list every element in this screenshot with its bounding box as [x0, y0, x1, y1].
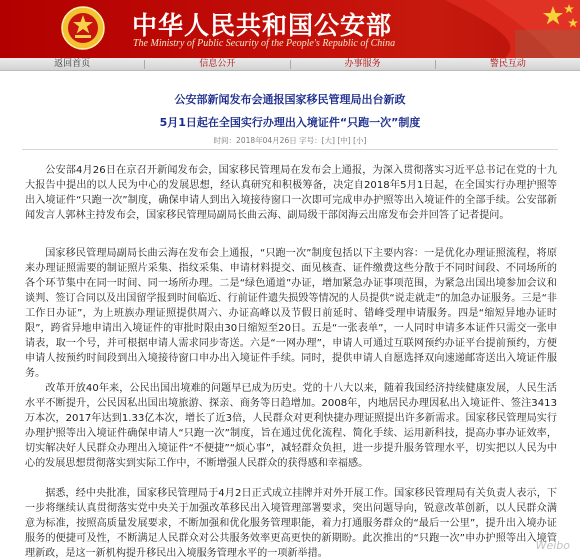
- national-emblem-icon: [60, 5, 106, 51]
- article-paragraph: 国家移民管理局副局长曲云海在发布会上通报，“只跑一次”制度包括以下主要内容：一是优化办理证照流程，将原来办理证照需要的制证照片采集、指纹采集、申请材料提交、面见核查、证件缴费这些分散于不同时间段、不同场所的各个环节集中在同一时间、同一场所办理。二是“绿色通道”办证，增加紧急办证事项范围，为紧急出国出境参加会议和谈判、签订合同以及出国留学报到时间临近、行前证件遗失损毁等情况的人员提供“说走就走”的加急办证服务。三是“非工作日办证”，为上班族办理证照提供周六、办证高峰以及节假日前延时、错峰受理申请服务。四是“缩短异地办证时限”，跨省异地申请出入境证件的审批时限由30日缩短至20日。五是“一张表单”，一人同时申请多本证件只需交一张申请表，取一个号，并可根据申请人需求同步寄送。六是“一网办理”，申请人可通过互联网预约办证平台提前预约，方便申请人按预约时间段到出入境接待窗口申办出入境证件手续。同时，提供申请人自愿选择双向速递邮寄送出入境证件服务。: [25, 248, 557, 379]
- site-subtitle: The Ministry of Public Security of the People's Republic of China: [133, 38, 396, 49]
- nav-info-disclosure[interactable]: 信息公开: [199, 58, 236, 69]
- article-paragraph: 据悉，经中央批准，国家移民管理局于4月2日正式成立挂牌并对外开展工作。国家移民管理局有关负责人表示，下一步将继续认真贯彻落实党中央关于加强改革移民出入境管理部署要求，突出问题导向，锐意改革创新，以人民群众满意为标准，按照高质量发展要求，不断加强和优化服务管理职能，着力打通服务群众的“最后一公里”，提升出入境办证服务的便捷可及性，不断满足人民群众对公共服务效率更高更快的新期盼。此次推出的“只跑一次”申办护照等出入境管理新政，是这一新机构提升移民出入境服务管理水平的一项新举措。: [25, 488, 557, 558]
- header-banner: [0, 0, 580, 58]
- main-nav: [0, 58, 580, 71]
- flag-decoration-icon: [445, 0, 580, 58]
- nav-services[interactable]: 办事服务: [344, 58, 381, 69]
- article-paragraph: 改革开放40年来，公民出国出境难的问题早已成为历史。党的十八大以来，随着我国经济持续健康发展，人民生活水平不断提升，公民因私出国出境旅游、探亲、商务等日趋增加。2008年，内地居民办理因私出入境证件、签注3413万本次，2017年达到1.33亿本次，增长了近3倍，人民群众对更利快捷办理证照提出许多新需求。国家移民管理局实行办理护照等出入境证件确保申请人“只跑一次”制度，旨在通过优化流程、简化手续、运用新科技，提高办事办证效率，切实解决好人民群众办理出入境证件“不便捷”“烦心事”，减轻群众负担，进一步提升服务管理水平，切实把以人民为中心的发展思想贯彻落实到实际工作中，不断增强人民群众的获得感和幸福感。: [25, 383, 557, 469]
- watermark: Weibo: [535, 539, 570, 552]
- nav-interaction[interactable]: 警民互动: [489, 58, 526, 69]
- nav-home[interactable]: 返回首页: [54, 58, 91, 69]
- article-meta: 时间：2018年04月26日 字号：[大] [中] [小]: [213, 136, 367, 145]
- article-title-line1: 公安部新闻发布会通报国家移民管理局出台新政: [174, 93, 406, 106]
- divider: [22, 149, 558, 150]
- site-title: 中华人民共和国公安部: [132, 11, 393, 40]
- article-title-line2: 5月1日起在全国实行办理出入境证件“只跑一次”制度: [159, 116, 421, 129]
- article-paragraph: 公安部4月26日在京召开新闻发布会，国家移民管理局在发布会上通报，为深入贯彻落实习近平总书记在党的十九大报告中提出的以人民为中心的发展思想，经认真研究和积极筹备，决定自2018年5月1日起，在全国实行办理护照等出入境证件“只跑一次”制度，确保申请人到出入境接待窗口一次即可完成申办护照等出入境证件的全部手续。公安部新闻发言人郭林主持发布会，国家移民管理局副局长曲云海、副局级干部闵海云出席发布会并回答了记者提问。: [25, 165, 557, 221]
